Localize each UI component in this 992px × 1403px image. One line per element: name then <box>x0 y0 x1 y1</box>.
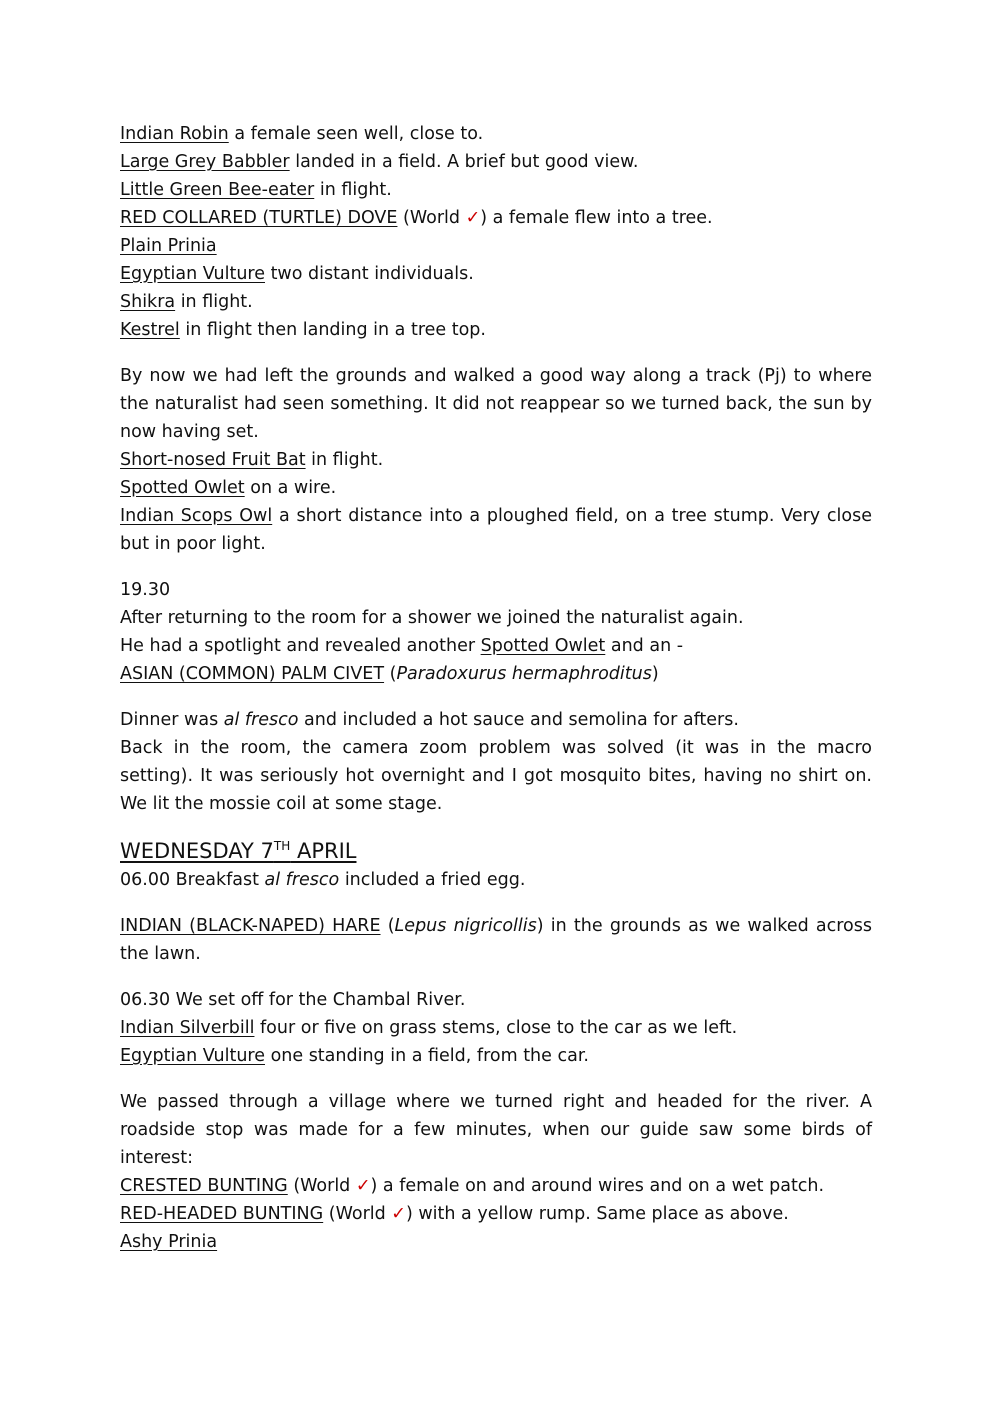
sighting-fruit-bat: Short-nosed Fruit Bat in flight. <box>120 450 384 470</box>
time-entry: 19.30 <box>120 580 171 600</box>
day-heading: WEDNESDAY 7TH APRIL <box>120 839 357 863</box>
species-name: Kestrel <box>120 320 180 340</box>
latin-name: Paradoxurus hermaphroditus <box>396 664 652 684</box>
sighting-kestrel: Kestrel in flight then landing in a tree top. <box>120 320 486 340</box>
tick-icon: ✓ <box>355 1176 371 1196</box>
tick-icon: ✓ <box>391 1204 406 1224</box>
species-name: ASIAN (COMMON) PALM CIVET <box>120 664 385 684</box>
species-name: Spotted Owlet <box>480 636 606 656</box>
departure-line: 06.30 We set off for the Chambal River. <box>120 990 466 1010</box>
species-name: Egyptian Vulture <box>120 1046 265 1066</box>
sighting-egyptian-vulture: Egyptian Vulture two distant individuals. <box>120 264 474 284</box>
sighting-red-headed-bunting: RED-HEADED BUNTING (World ✓) with a yellow rump. Same place as above. <box>120 1204 789 1224</box>
species-name: CRESTED BUNTING <box>120 1176 288 1196</box>
sighting-indian-scops-owl: Indian Scops Owl a short distance into a ploughed field, on a tree stump. Very close but in poor light. <box>120 506 872 554</box>
species-name: Indian Scops Owl <box>120 506 273 526</box>
species-name: Plain Prinia <box>120 236 217 256</box>
breakfast-line: 06.00 Breakfast al fresco included a fried egg. <box>120 870 526 890</box>
species-name: Egyptian Vulture <box>120 264 265 284</box>
sighting-egyptian-vulture-2: Egyptian Vulture one standing in a field, from the car. <box>120 1046 589 1066</box>
sighting-red-collared-dove: RED COLLARED (TURTLE) DOVE (World ✓) a female flew into a tree. <box>120 208 713 228</box>
tick-icon: ✓ <box>465 208 481 228</box>
sighting-indian-hare: INDIAN (BLACK-NAPED) HARE (Lepus nigricollis) in the grounds as we walked across the lawn. <box>120 916 872 964</box>
sighting-spotted-owlet: Spotted Owlet on a wire. <box>120 478 337 498</box>
species-name: RED-HEADED BUNTING <box>120 1204 324 1224</box>
dinner-line: Dinner was al fresco and included a hot sauce and semolina for afters. <box>120 710 739 730</box>
species-name: Shikra <box>120 292 176 312</box>
sighting-little-green-bee-eater: Little Green Bee-eater in flight. <box>120 180 392 200</box>
spotlight-line: He had a spotlight and revealed another Spotted Owlet and an - <box>120 636 684 656</box>
species-name: INDIAN (BLACK-NAPED) HARE <box>120 916 381 936</box>
sighting-indian-robin: Indian Robin a female seen well, close to. <box>120 124 484 144</box>
species-name: Ashy Prinia <box>120 1232 218 1252</box>
species-name: Little Green Bee-eater <box>120 180 315 200</box>
species-name: RED COLLARED (TURTLE) DOVE <box>120 208 398 228</box>
species-name: Indian Silverbill <box>120 1018 255 1038</box>
species-name: Large Grey Babbler <box>120 152 290 172</box>
shower-line: After returning to the room for a shower we joined the naturalist again. <box>120 608 744 628</box>
diary-text <box>120 120 872 1256</box>
species-name: Indian Robin <box>120 124 229 144</box>
species-name: Spotted Owlet <box>120 478 245 498</box>
species-name: Short-nosed Fruit Bat <box>120 450 306 470</box>
village-paragraph: We passed through a village where we turned right and headed for the river. A roadside stop was made for a few minutes, when our guide saw some birds of interest: <box>120 1092 872 1168</box>
sighting-palm-civet: ASIAN (COMMON) PALM CIVET (Paradoxurus hermaphroditus) <box>120 664 659 684</box>
sighting-ashy-prinia <box>120 1228 872 1256</box>
latin-name: Lepus nigricollis <box>394 916 537 936</box>
sighting-shikra: Shikra in flight. <box>120 292 253 312</box>
sighting-indian-silverbill: Indian Silverbill four or five on grass stems, close to the car as we left. <box>120 1018 738 1038</box>
sighting-large-grey-babbler: Large Grey Babbler landed in a field. A brief but good view. <box>120 152 639 172</box>
track-paragraph: By now we had left the grounds and walked a good way along a track (Pj) to where the naturalist had seen something. It did not reappear so we turned back, the sun by now having set. <box>120 366 872 442</box>
sighting-plain-prinia <box>120 232 872 260</box>
room-paragraph: Back in the room, the camera zoom problem was solved (it was in the macro setting). It was seriously hot overnight and I got mosquito bites, having no shirt on. We lit the mossie coil at some stage. <box>120 738 872 814</box>
sighting-crested-bunting: CRESTED BUNTING (World ✓) a female on and around wires and on a wet patch. <box>120 1176 825 1196</box>
